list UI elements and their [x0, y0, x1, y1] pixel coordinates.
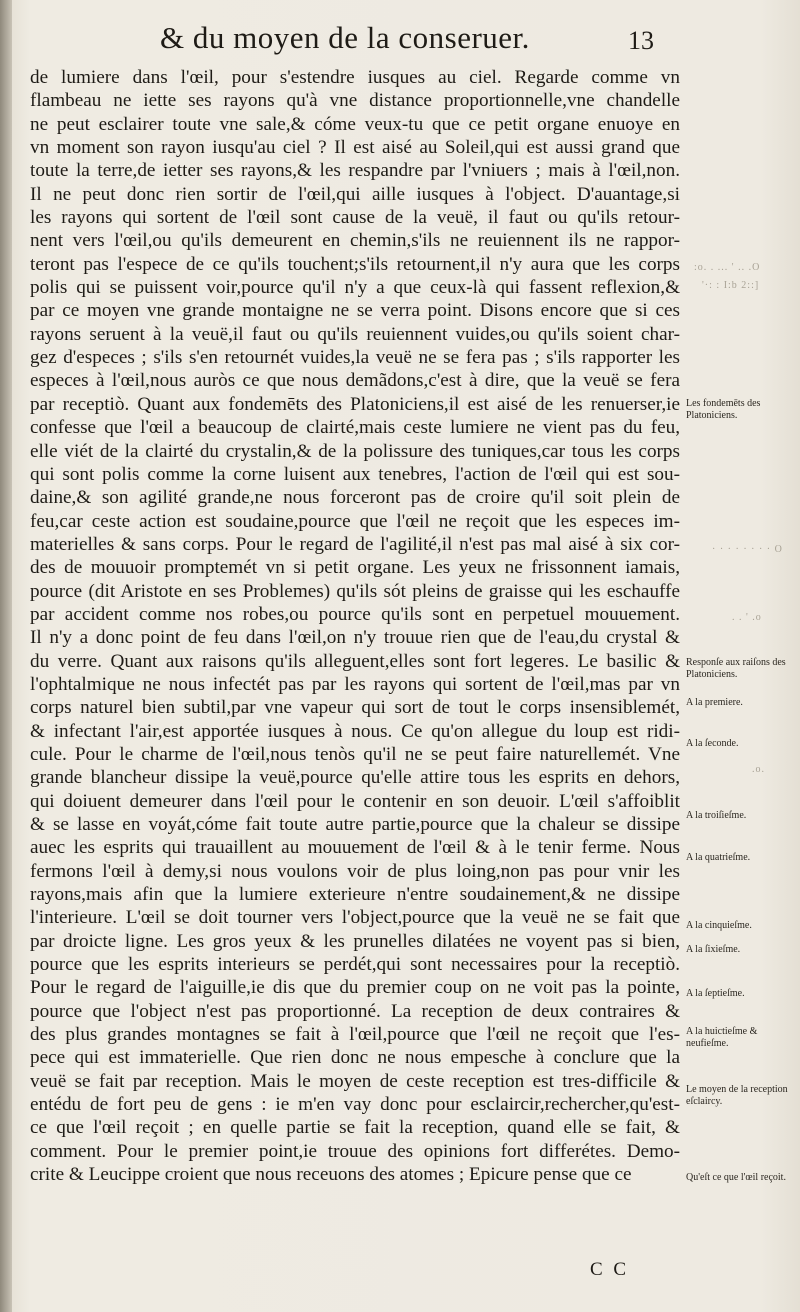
margin-note-responses: Responſe aux raiſons des Platoniciens. — [686, 657, 786, 680]
text-line: & se lasse en voyát,cóme fait toute autre partie,pource que la chaleur se dissipe — [30, 814, 680, 835]
text-line: Il ne peut donc rien sortir de l'œil,qui aille iusques à l'object. D'auantage,si — [30, 183, 680, 205]
text-line: auec les esprits qui trauaillent au mouuement de l'œil & à le tenir ferme. Nous — [30, 837, 680, 859]
margin-note-seventh: A la ſeptieſme. — [686, 988, 745, 999]
bleed-through-mark: . . ' .o — [732, 612, 762, 623]
running-title: & du moyen de la conseruer. — [160, 20, 530, 55]
margin-note-fourth: A la quatrieſme. — [686, 852, 751, 863]
text-line: rayons,mais afin que la lumiere exterieure n'entre soudainement,& ne dissipe — [30, 884, 680, 906]
margin-note-third: A la troiſieſme. — [686, 810, 747, 821]
text-line: elle viét de la clairté du crystalin,& de la polissure des tuniques,car tous les corps — [30, 440, 680, 462]
text-line: ce que l'œil reçoit ; en quelle partie se fait la reception, quand elle se fait, & — [30, 1117, 680, 1139]
text-line: par droicte ligne. Les gros yeux & les prunelles dilatées ne voyent pas si bien, — [30, 930, 680, 952]
text-line: crite & Leucippe croient que nous receuons des atomes ; Epicure pense que ce — [30, 1164, 632, 1186]
margin-note-first: A la premiere. — [686, 697, 743, 708]
text-line: par ce moyen vne grande montaigne ne se verra point. Disons encore que si ces — [30, 300, 680, 322]
text-line: pece qui est immaterielle. Que rien donc ne nous empesche à conclure que la — [30, 1047, 680, 1069]
text-line: de lumiere dans l'œil, pour s'estendre iusques au ciel. Regarde comme vn — [30, 67, 680, 88]
text-line: daine,& son agilité grande,ne nous forceront pas de croire qu'il soit plein de — [30, 487, 680, 509]
text-line: confesse que l'œil a beaucoup de clairté,mais ceste lumiere ne vient pas du feu, — [30, 417, 680, 439]
text-line: & infectant l'air,est apportée iusques à nous. Ce qu'on allegue du loup est ridi- — [30, 720, 680, 742]
text-line: cule. Pour le charme de l'œil,nous tenòs qu'il ne se peut faire naturellemét. Vne — [30, 743, 680, 765]
bleed-through-mark: · · · · · · · · O — [712, 544, 783, 555]
text-line: fermons l'œil à demy,si nous voulons voir de plus loing,non pas pour vnir les — [30, 860, 680, 882]
text-line: des plus grandes montagnes se fait à l'œil,pource que l'œil ne reçoit que l'es- — [30, 1024, 680, 1046]
margin-note-second: A la ſeconde. — [686, 738, 739, 749]
bleed-through-mark: '·: : I:b 2::] — [702, 280, 760, 291]
running-head — [0, 20, 800, 60]
text-line: teront pas l'espece de ce qu'ils touchent;s'ils retournent,il n'y aura que les corps — [30, 253, 680, 275]
text-line: grande blancheur dissipe la veuë,pource qu'elle attire tous les esprits en dehors, — [30, 767, 680, 789]
text-line: pource (dit Aristote en ses Problemes) qu'ils sót pleins de graisse qui les eschauffe — [30, 580, 680, 602]
text-line: materielles & sans corps. Pour le regard de l'agilité,il n'est pas mal aisé à six cor- — [30, 533, 680, 555]
text-line: l'ophtalmique ne nous infectét pas par les rayons qui sortent de l'œil,mas par vn — [30, 673, 680, 695]
margin-note-quest-ce: Qu'eſt ce que l'œil reçoit. — [686, 1172, 786, 1183]
binding-gutter — [0, 0, 12, 1312]
text-line: veuë se fait par reception. Mais le moyen de ceste reception est tres-difficile & — [30, 1070, 680, 1092]
text-line: flambeau ne iette ses rayons qu'à vne distance proportionnelle,vne chandelle — [30, 90, 680, 112]
text-line: du verre. Quant aux raisons qu'ils alleguent,elles sont fort legeres. Le basilic & — [30, 650, 680, 672]
bleed-through-mark: :o. . ... ' .. .O — [694, 262, 761, 273]
text-line: des de mouuoir promptemét vn si petit organe. Les yeux ne frissonnent iamais, — [30, 557, 680, 579]
page-number: 13 — [628, 26, 654, 55]
text-line: par receptiò. Quant aux fondemēts des Platoniciens,il est aisé de les renuerser,ie — [30, 393, 680, 415]
text-line: Pour le regard de l'aiguille,ie dis que du premier coup on ne voit pas la pointe, — [30, 977, 680, 999]
margin-note-moyen: Le moyen de la reception eſclaircy. — [686, 1084, 788, 1107]
text-line: entédu de fort peu de gens : ie m'en vay donc pour esclaircir,rechercher,qu'est- — [30, 1094, 680, 1116]
text-line: pource que l'object n'est pas proportionné. La reception de deux contraires & — [30, 1000, 680, 1022]
margin-note-sixth: A la ſixieſme. — [686, 944, 741, 955]
text-line: ne peut esclairer toute vne sale,& cóme veux-tu que ce petit organe enuoye en — [30, 113, 680, 135]
body-text — [30, 66, 680, 1187]
text-line: Il n'y a donc point de feu dans l'œil,on n'y trouue rien que de l'eau,du crystal & — [30, 627, 680, 649]
text-line: l'interieure. L'œil se doit tourner vers l'object,pource que la veuë ne se fait que — [30, 907, 680, 929]
margin-note-fondements: Les fondemēts des Platoniciens. — [686, 398, 761, 421]
text-line: qui doiuent demeurer dans l'œil pour le contenir en son deuoir. L'œil s'affoiblit — [30, 790, 680, 812]
margin-note-eighth-ninth: A la huictieſme & neufieſme. — [686, 1026, 758, 1049]
text-line: les rayons qui sortent de l'œil sont cause de la veuë, il faut ou qu'ils retour- — [30, 207, 680, 229]
text-line: gez d'especes ; s'ils s'en retournét vuides,la veuë ne se fera pas ; s'ils rapporter les — [30, 347, 680, 369]
text-line: par accident comme nos robes,ou pource qu'ils sont en perpetuel mouuement. — [30, 603, 680, 625]
text-line: qui sont polis comme la corne luisent aux tenebres, l'action de l'œil qui est sou- — [30, 463, 680, 485]
text-line: toute la terre,de ietter ses rayons,& les respandre par l'vniuers ; mais à l'œil,non. — [30, 160, 680, 182]
text-line: corps naturel bien subtil,par vne vapeur qui sort de tout le corps insensiblemét, — [30, 697, 680, 719]
margin-note-fifth: A la cinquieſme. — [686, 920, 752, 931]
text-line: comment. Pour le premier point,ie trouue des opinions fort differétes. Demo- — [30, 1140, 680, 1162]
text-line: vn moment son rayon iusqu'au ciel ? Il est aisé au Soleil,qui est aussi grand que — [30, 137, 680, 159]
bleed-through-mark: .o. — [752, 764, 765, 775]
signature-mark: C C — [590, 1259, 630, 1280]
text-line: feu,car ceste action est soudaine,pource que l'œil ne reçoit que les especes im- — [30, 510, 680, 532]
text-line: especes à l'œil,nous auròs ce que nous demãdons,c'est à dire, que la veuë se fera — [30, 370, 680, 392]
text-line: nent vers l'œil,ou qu'ils demeurent en chemin,s'ils ne reuiennent ils ne rappor- — [30, 230, 680, 252]
text-line: pource que les esprits interieurs se perdét,qui sont necessaires pour la receptiò. — [30, 954, 680, 976]
text-line: rayons seruent à la veuë,il faut ou qu'ils reuiennent vuides,ou qu'ils soient char- — [30, 323, 680, 345]
text-line: polis qui se puissent voir,pource qu'il n'y a que ceux-là qui fassent reflexion,& — [30, 277, 680, 299]
